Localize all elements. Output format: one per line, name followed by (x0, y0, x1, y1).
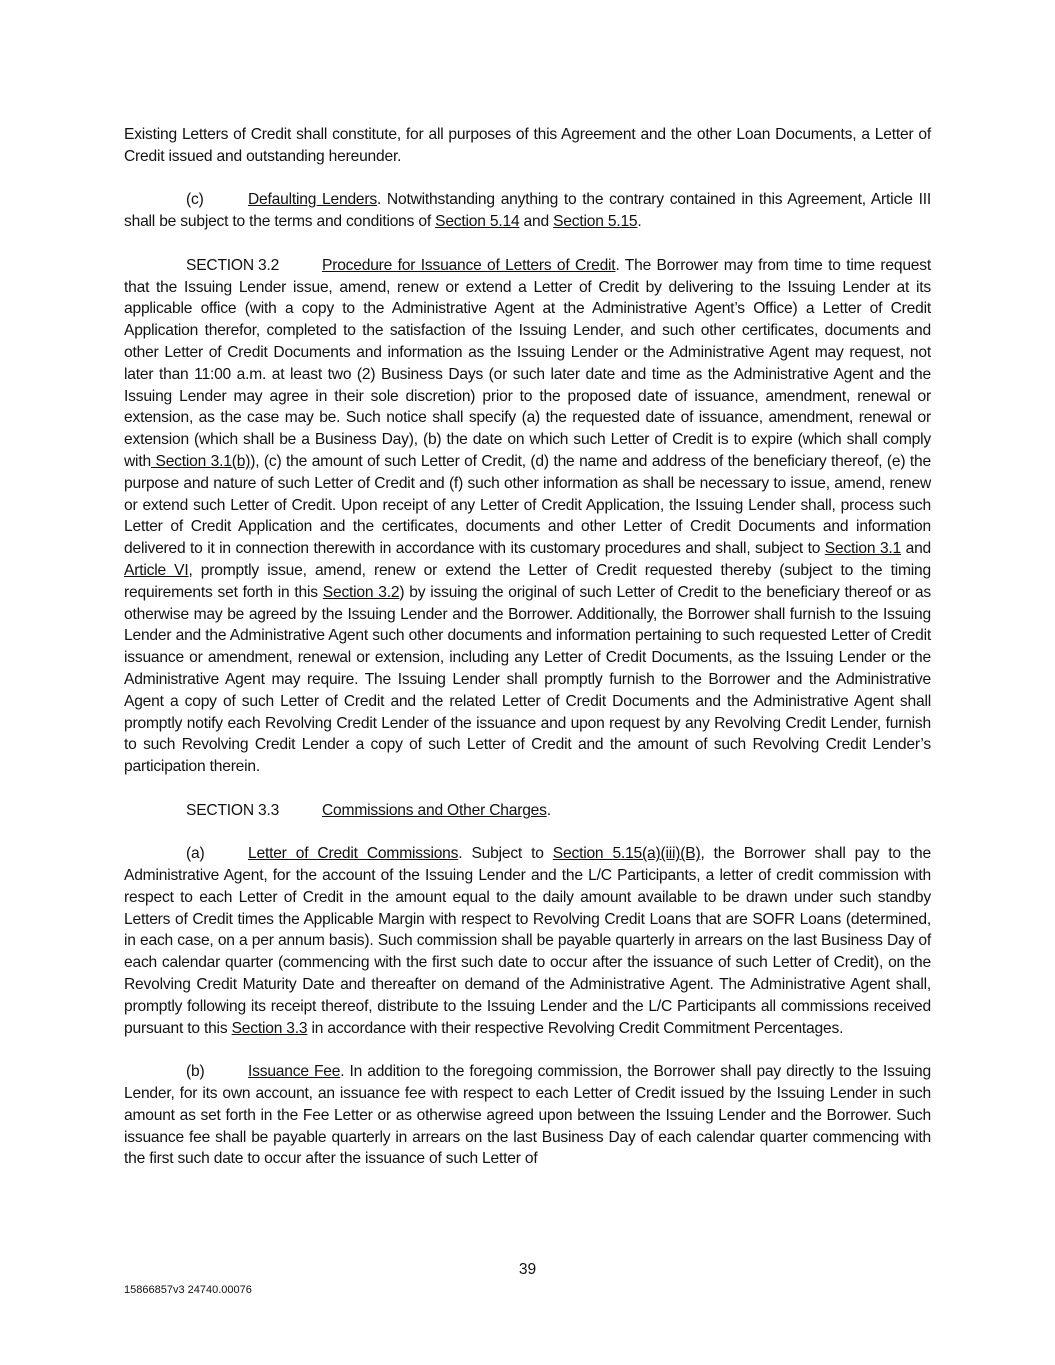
paragraph-b-heading: Issuance Fee (248, 1063, 341, 1081)
section-3-2-text-2: ), (c) the amount of such Letter of Credit, (d) the name and address of the beneficiary thereof, (e) the purpose and nature of such Letter of Credit and (f) such other information as shall be necessary to issue, amend, renew or extend such Letter of Credit. Upon receipt of any Letter of Credit Application, the Issuing Lender shall, process such Letter of Credit Application and the certificates, documents and other Letter of Credit Documents and information delivered to it in connection therewith in accordance with its customary procedures and shall, subject to (124, 452, 931, 558)
paragraph-a-text-1: . Subject to (458, 845, 553, 863)
paragraph-a-ref-2: Section 3.3 (231, 1019, 308, 1037)
section-3-2-text-1: . The Borrower may from time to time request that the Issuing Lender issue, amend, renew or extend a Letter of Credit by delivering to the Issuing Lender at its applicable office (with a copy to the Administrative Agent at the Administrative Agent’s Office) a Letter of Credit Application therefor, completed to the satisfaction of the Issuing Lender, and such other certificates, documents and other Letter of Credit Documents and information as the Issuing Lender or the Administrative Agent may request, not later than 11:00 a.m. at least two (2) Business Days (or such later date and time as the Administrative Agent and the Issuing Lender may agree in their sole discretion) prior to the proposed date of issuance, amendment, renewal or extension, as the case may be. Such notice shall specify (a) the requested date of issuance, amendment, renewal or extension (which shall be a Business Day), (b) the date on which such Letter of Credit is to expire (which shall comply with (124, 256, 931, 470)
paragraph-c-heading: Defaulting Lenders (248, 191, 377, 209)
section-3-2-ref-1: Section 3.1(b) (150, 452, 251, 470)
paragraph-c-ref-1: Section 5.14 (435, 213, 520, 231)
continuation-paragraph: Existing Letters of Credit shall constitute, for all purposes of this Agreement and the other Loan Documents, a Letter of Credit issued and outstanding hereunder. (124, 126, 931, 165)
paragraph-c-ref-2: Section 5.15 (553, 213, 638, 231)
section-3-2-ref-4: Section 3.2 (322, 583, 400, 601)
paragraph-a-text-3: in accordance with their respective Revolving Credit Commitment Percentages. (307, 1019, 844, 1037)
page-number: 39 (518, 1261, 537, 1278)
section-3-2-text-5: ) by issuing the original of such Letter of Credit to the beneficiary thereof or as otherwise may be agreed by the Issuing Lender and the Borrower. Additionally, the Borrower shall furnish to the Issuing Lender and the Administrative Agent such other documents and information pertaining to such requested Letter of Credit issuance or amendment, renewal or extension, including any Letter of Credit Documents, as the Issuing Lender or the Administrative Agent may require. The Issuing Lender shall promptly furnish to the Borrower and the Administrative Agent a copy of such Letter of Credit and the related Letter of Credit Documents and the Administrative Agent shall promptly notify each Revolving Credit Lender of the issuance and upon request by any Revolving Credit Lender, furnish to such Revolving Credit Lender a copy of such Letter of Credit and the amount of such Revolving Credit Lender’s participation therein. (124, 583, 931, 776)
section-3-3-heading: Commissions and Other Charges (322, 801, 547, 819)
section-3-3-tail: . (546, 801, 551, 819)
paragraph-c-text-3: . (637, 213, 642, 231)
paragraph-a (124, 843, 931, 1039)
section-3-2-text-4: , promptly issue, amend, renew or extend the Letter of Credit requested thereby (subject to the timing requirements set forth in this (124, 561, 931, 601)
paragraph-b (124, 1061, 931, 1170)
paragraph-a-heading: Letter of Credit Commissions (248, 845, 459, 863)
section-3-2-heading: Procedure for Issuance of Letters of Credit (322, 256, 616, 274)
section-3-2-number: SECTION 3.2 (186, 256, 280, 274)
section-3-2-paragraph (124, 255, 931, 778)
paragraph-a-ref-1: Section 5.15(a)(iii)(B) (552, 845, 701, 863)
paragraph-c-label: (c) (186, 191, 204, 209)
paragraph-a-text-2: , the Borrower shall pay to the Administrative Agent, for the account of the Issuing Lender and the L/C Participants, a letter of credit commission with respect to each Letter of Credit in the amount equal to the daily amount available to be drawn under such standby Letters of Credit times the Applicable Margin with respect to Revolving Credit Loans that are SOFR Loans (determined, in each case, on a per annum basis). Such commission shall be payable quarterly in arrears on the last Business Day of each calendar quarter (commencing with the first such date to occur after the issuance of such Letter of Credit), on the Revolving Credit Maturity Date and thereafter on demand of the Administrative Agent. The Administrative Agent shall, promptly following its receipt thereof, distribute to the Issuing Lender and the L/C Participants all commissions received pursuant to this (124, 845, 931, 1037)
document-body (124, 124, 931, 1192)
paragraph-c-text-1: . Notwithstanding anything to the contrary contained in this Agreement, Article III shall be subject to the terms and conditions of (124, 191, 931, 231)
paragraph-b-text-1: . In addition to the foregoing commission, the Borrower shall pay directly to the Issuing Lender, for its own account, an issuance fee with respect to each Letter of Credit issued by the Issuing Lender in such amount as set forth in the Fee Letter or as otherwise agreed upon between the Issuing Lender and the Borrower. Such issuance fee shall be payable quarterly in arrears on the last Business Day of each calendar quarter commencing with the first such date to occur after the issuance of such Letter of (124, 1063, 931, 1168)
paragraph-b-label: (b) (186, 1063, 205, 1081)
section-3-3-heading-line (124, 800, 931, 822)
section-3-2-ref-2: Section 3.1 (824, 540, 902, 558)
document-id: 15866857v3 24740.00076 (124, 1284, 252, 1296)
section-3-3-number: SECTION 3.3 (186, 801, 280, 819)
paragraph-c (124, 189, 931, 233)
paragraph-c-text-2: and (519, 213, 554, 231)
paragraph-a-label: (a) (186, 845, 205, 863)
section-3-2-text-3: and (901, 540, 932, 558)
section-3-2-ref-3: Article VI (124, 561, 189, 579)
